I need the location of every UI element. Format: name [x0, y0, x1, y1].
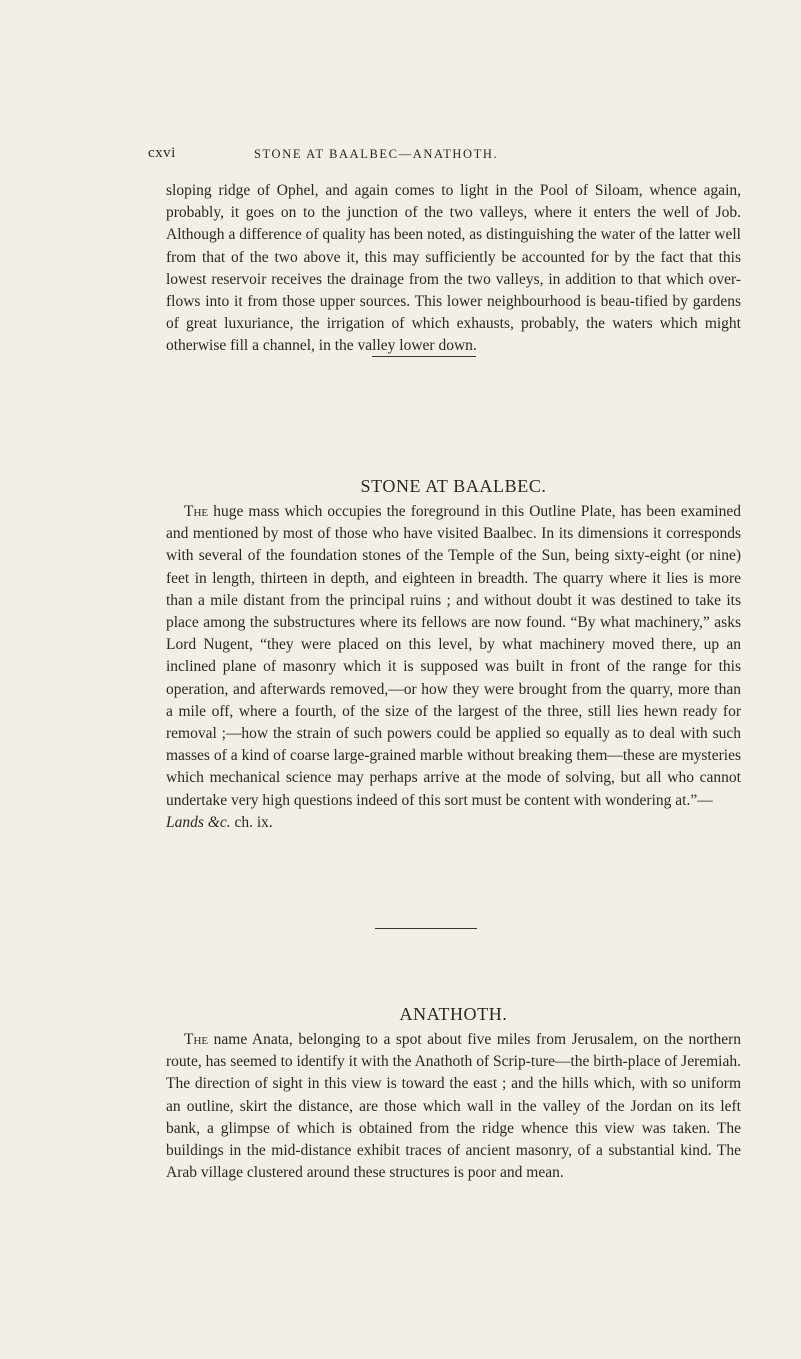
baalbec-citation-suffix: ch. ix. — [230, 813, 273, 831]
anathoth-lead-word: The — [184, 1031, 209, 1048]
section-divider — [375, 928, 477, 929]
continuation-paragraph: sloping ridge of Ophel, and again comes to light in the Pool of Siloam, whence again, probably, it goes on to the junction of the two valleys, where it enters the well of Job. Although a difference of quality has been noted, as distinguishing the water of the latter well from that of the two above it, this may sufficiently be accounted for by the fact that this lowest reservoir receives the drainage from the two valleys, in addition to that which over-flows into it from those upper sources. This lower neighbourhood is beau-tified by gardens of great luxuriance, the irrigation of which exhausts, probably, the waters which might otherwise fill a channel, in the valley lower down. — [166, 182, 741, 355]
running-head-title: STONE AT BAALBEC—ANATHOTH. — [254, 147, 499, 161]
anathoth-body: name Anata, belonging to a spot about five miles from Jerusalem, on the northern route, has seemed to identify it with the Anathoth of Scrip-ture—the birth-place of Jeremiah. The direction of sight in this view is toward the east ; and the hills which, with so uniform an outline, skirt the distance, are those which wall in the valley of the Jordan on its left bank, a glimpse of which is obtained from the ridge whence this view was taken. The buildings in the mid-distance exhibit traces of ancient masonry, of a substantial kind. The Arab village clustered around these structures is poor and mean. — [166, 1031, 741, 1182]
section-divider — [372, 356, 476, 357]
baalbec-lead-word: The — [184, 503, 209, 520]
baalbec-body: huge mass which occupies the foreground in this Outline Plate, has been examined and mentioned by most of those who have visited Baalbec. In its dimensions it corresponds with several of the foundation stones of the Temple of the Sun, being sixty-eight (or nine) feet in length, thirteen in depth, and eighteen in breadth. The quarry where it lies is more than a mile distant from the principal ruins ; and without doubt it was destined to take its place among the substructures where its fellows are now found. “By what machinery,” asks Lord Nugent, “they were placed on this level, by what machinery moved there, up an inclined plane of masonry which it is supposed was built in front of the range for this operation, and afterwards removed,—or how they were brought from the quarry, more than a mile off, where a fourth, of the size of the largest of the three, still lies hewn ready for removal ;—how the strain of such powers could be applied so equally as to deal with such masses of a kind of coarse large-grained marble without breaking them—these are mysteries which mechanical science may perhaps arrive at the mode of solving, but all who cannot undertake very high questions indeed of this sort must be content with wondering at.”— — [166, 503, 741, 809]
anathoth-paragraph — [166, 1029, 741, 1184]
page-number: cxvi — [148, 145, 176, 161]
baalbec-paragraph — [166, 501, 741, 834]
section-heading-anathoth: ANATHOTH. — [399, 1004, 508, 1024]
running-head — [148, 145, 741, 165]
baalbec-citation: Lands &c. — [166, 813, 231, 831]
section-heading-baalbec: STONE AT BAALBEC. — [360, 476, 547, 496]
